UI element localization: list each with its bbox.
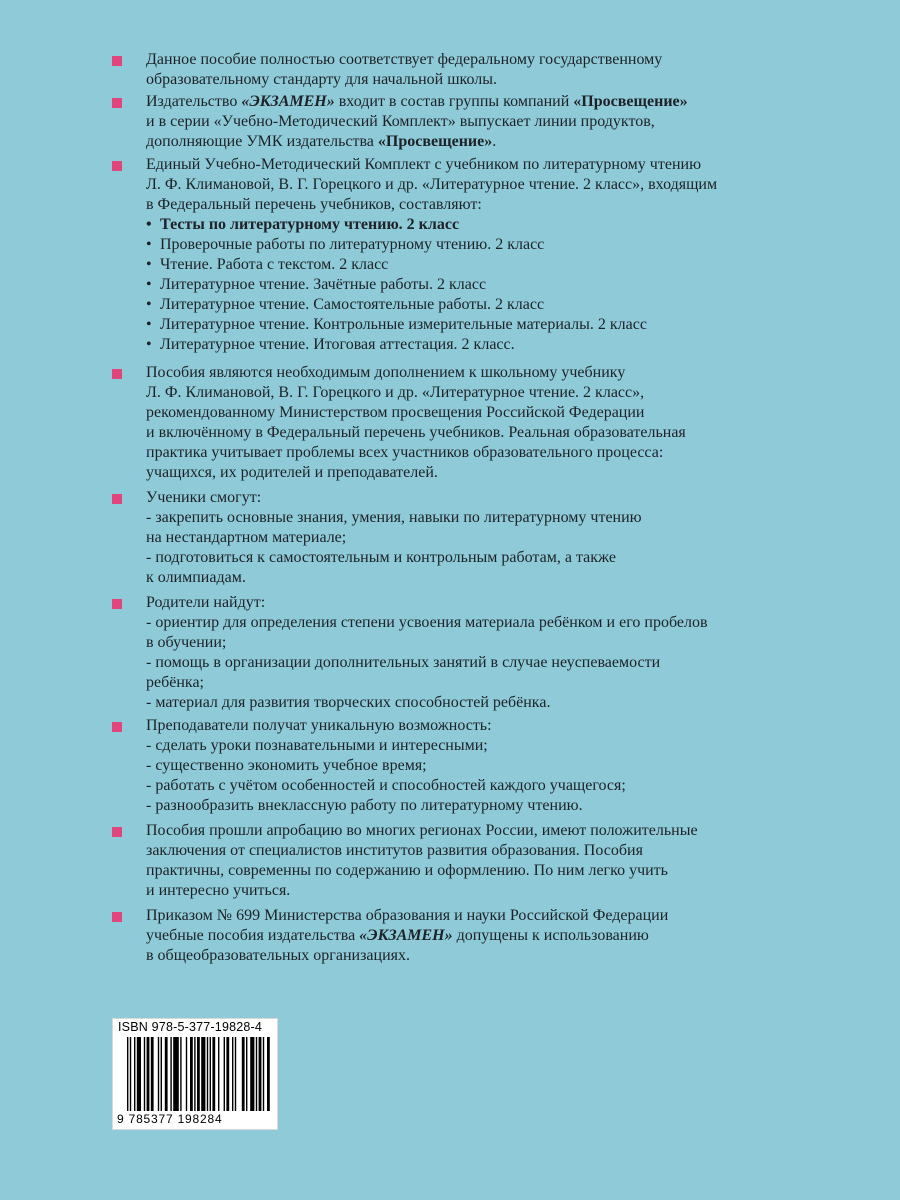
pink-square-bullet-icon xyxy=(112,161,122,171)
text-line: - существенно экономить учебное время; xyxy=(146,757,427,774)
brand-name: «ЭКЗАМЕН» xyxy=(359,927,453,944)
pink-square-bullet-icon xyxy=(112,98,122,108)
text-line: и включённому в Федеральный перечень учебников. Реальная образовательная xyxy=(146,424,686,441)
text-line: Родители найдут: xyxy=(146,594,266,611)
publisher-name: «Просвещение» xyxy=(377,133,493,150)
pink-square-bullet-icon xyxy=(112,722,122,732)
section-order xyxy=(112,906,872,966)
text-line: Пособия являются необходимым дополнением к школьному учебнику xyxy=(146,364,626,381)
product-list xyxy=(146,215,872,355)
text-line: в Федеральный перечень учебников, составляют: xyxy=(146,196,482,213)
text-line: - разнообразить внеклассную работу по литературному чтению. xyxy=(146,797,583,814)
text-line: Ученики смогут: xyxy=(146,489,262,506)
barcode-digits: 9 785377 198284 xyxy=(117,1112,223,1126)
text-line: к олимпиадам. xyxy=(146,569,246,586)
text-line: практика учитывает проблемы всех участников образовательного процесса: xyxy=(146,444,664,461)
section-students xyxy=(112,488,872,588)
text-line: Л. Ф. Климановой, В. Г. Горецкого и др. «Литературное чтение. 2 класс», xyxy=(146,384,645,401)
text-line: - материал для развития творческих способностей ребёнка. xyxy=(146,694,551,711)
section-parents xyxy=(112,593,872,713)
text-fragment: допущены к использованию xyxy=(452,927,649,944)
text-line: образовательному стандарту для начальной школы. xyxy=(146,71,498,88)
text-fragment: Издательство xyxy=(146,93,242,110)
list-item: • Проверочные работы по литературному чтению. 2 класс xyxy=(146,235,872,255)
text-line: ребёнка; xyxy=(146,674,204,691)
text-line: и интересно учиться. xyxy=(146,882,291,899)
text-line: в общеобразовательных организациях. xyxy=(146,947,410,964)
section-supplement xyxy=(112,363,872,483)
text-line: рекомендованному Министерством просвещения Российской Федерации xyxy=(146,404,645,421)
text-line xyxy=(146,132,872,152)
text-fragment: дополняющие УМК издательства xyxy=(146,133,378,150)
publisher-name: «Просвещение» xyxy=(573,93,688,110)
list-item: • Литературное чтение. Зачётные работы. 2 класс xyxy=(146,275,872,295)
list-item: • Тесты по литературному чтению. 2 класс xyxy=(146,215,872,235)
text-line: - работать с учётом особенностей и способностей каждого учащегося; xyxy=(146,777,626,794)
text-fragment: учебные пособия издательства xyxy=(146,927,360,944)
section-standard xyxy=(112,50,872,90)
text-line: Единый Учебно-Методический Комплект с учебником по литературному чтению xyxy=(146,156,702,173)
text-line: - ориентир для определения степени усвоения материала ребёнком и его пробелов xyxy=(146,614,708,631)
text-line: практичны, современны по содержанию и оформлению. По ним легко учить xyxy=(146,862,668,879)
pink-square-bullet-icon xyxy=(112,56,122,66)
text-line: Преподаватели получат уникальную возможность: xyxy=(146,717,492,734)
text-line: Пособия прошли апробацию во многих регионах России, имеют положительные xyxy=(146,822,698,839)
text-line: Приказом № 699 Министерства образования и науки Российской Федерации xyxy=(146,907,669,924)
isbn-label: ISBN 978-5-377-19828-4 xyxy=(118,1020,263,1034)
section-approbation xyxy=(112,821,872,901)
section-publisher xyxy=(112,92,872,152)
list-item: • Чтение. Работа с текстом. 2 класс xyxy=(146,255,872,275)
pink-square-bullet-icon xyxy=(112,494,122,504)
section-teachers xyxy=(112,716,872,816)
text-line: Л. Ф. Климановой, В. Г. Горецкого и др. «Литературное чтение. 2 класс», входящим xyxy=(146,176,718,193)
text-line xyxy=(146,92,872,112)
text-fragment: входит в состав группы компаний xyxy=(334,93,574,110)
text-line: - закрепить основные знания, умения, навыки по литературному чтению xyxy=(146,509,642,526)
pink-square-bullet-icon xyxy=(112,827,122,837)
pink-square-bullet-icon xyxy=(112,369,122,379)
brand-name: «ЭКЗАМЕН» xyxy=(241,93,335,110)
text-line: - подготовиться к самостоятельным и контрольным работам, а также xyxy=(146,549,616,566)
list-item: • Литературное чтение. Самостоятельные работы. 2 класс xyxy=(146,295,872,315)
pink-square-bullet-icon xyxy=(112,599,122,609)
section-umk xyxy=(112,155,872,355)
text-fragment: . xyxy=(492,133,497,150)
text-line: заключения от специалистов институтов развития образования. Пособия xyxy=(146,842,643,859)
text-line: - помощь в организации дополнительных занятий в случае неуспеваемости xyxy=(146,654,661,671)
text-line: и в серии «Учебно-Методический Комплект» выпускает линии продуктов, xyxy=(146,113,655,130)
text-line: в обучении; xyxy=(146,634,227,651)
text-line xyxy=(146,926,872,946)
list-item: • Литературное чтение. Контрольные измерительные материалы. 2 класс xyxy=(146,315,872,335)
text-line: на нестандартном материале; xyxy=(146,529,347,546)
pink-square-bullet-icon xyxy=(112,912,122,922)
text-line: Данное пособие полностью соответствует федеральному государственному xyxy=(146,51,663,68)
text-line: - сделать уроки познавательными и интересными; xyxy=(146,737,488,754)
isbn-barcode xyxy=(112,1018,278,1130)
list-item: • Литературное чтение. Итоговая аттестация. 2 класс. xyxy=(146,335,872,355)
text-line: учащихся, их родителей и преподавателей. xyxy=(146,464,438,481)
